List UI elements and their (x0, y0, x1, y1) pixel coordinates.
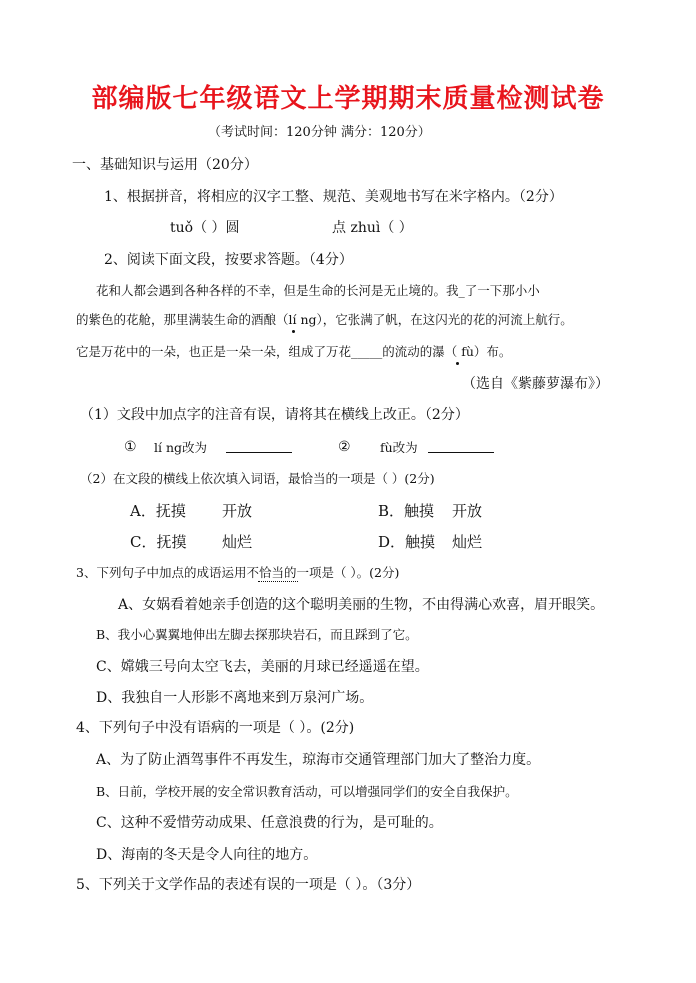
q3-option-b: B、我小心翼翼地伸出左脚去探那块岩石，而且踩到了它。 (96, 627, 418, 642)
q4-option-d: D、海南的冬天是令人向往的地方。 (96, 847, 318, 863)
option-b: B．触摸 (378, 502, 435, 520)
option-a-word: 开放 (222, 502, 253, 520)
answer-blank[interactable] (428, 438, 494, 453)
passage-source: （选自《紫藤萝瀑布》） (462, 376, 609, 392)
emphasis-dot (292, 330, 295, 333)
question-1-prompt: 1、根据拼音，将相应的汉字工整、规范、美观地书写在米字格内。（2分） (104, 189, 563, 205)
wavy-underline (258, 577, 298, 582)
question-5-prompt: 5、下列关于文学作品的表述有误的一项是（ ）。（3分） (76, 877, 421, 893)
sub1-b-marker: ② (338, 439, 351, 455)
sub1-a-text: lí ng改为 (154, 440, 208, 455)
sub-question-2-prompt: （2）在文段的横线上依次填入词语，最恰当的一项是（ ）(2分) (80, 471, 435, 486)
question-4-prompt: 4、下列句子中没有语病的一项是（ ）。(2分) (76, 720, 355, 736)
option-d: D．触摸 (378, 533, 436, 551)
section-heading: 一、基础知识与运用（20分） (72, 157, 258, 173)
option-c-word: 灿烂 (222, 533, 253, 551)
passage-line-3: 它是万花中的一朵，也正是一朵一朵，组成了万花_____的流动的瀑（ fù）布。 (76, 344, 512, 359)
sub-question-1-prompt: （1）文段中加点字的注音有误，请将其在横线上改正。（2分） (80, 407, 469, 423)
q3-option-a: A、女娲看着她亲手创造的这个聪明美丽的生物，不由得满心欢喜，眉开眼笑。 (118, 597, 605, 613)
sub1-b-text: fù改为 (380, 440, 418, 455)
q4-option-b: B、日前，学校开展的安全常识教育活动，可以增强同学们的安全自我保护。 (96, 784, 518, 799)
sub1-a-marker: ① (124, 439, 137, 455)
page-title: 部编版七年级语文上学期期末质量检测试卷 (91, 84, 605, 114)
question-3-prompt: 3、下列句子中加点的成语运用不恰当的一项是（ ）。(2分) (76, 565, 400, 580)
option-a: A．抚摸 (130, 502, 186, 520)
emphasis-dot (456, 362, 459, 365)
q3-option-c: C、嫦娥三号向太空飞去，美丽的月球已经遥遥在望。 (96, 659, 429, 675)
q1-item-a: tuǒ（ ）圆 (170, 220, 240, 236)
option-b-word: 开放 (452, 502, 483, 520)
passage-line-1: 花和人都会遇到各种各样的不幸，但是生命的长河是无止境的。我_了一下那小小 (96, 283, 540, 298)
option-c: C．抚摸 (130, 533, 187, 551)
q1-item-b: 点 zhuì（ ） (332, 220, 413, 236)
q3-option-d: D、我独自一人形影不离地来到万泉河广场。 (96, 690, 374, 706)
q4-option-c: C、这种不爱惜劳动成果、任意浪费的行为，是可耻的。 (96, 815, 443, 831)
option-d-word: 灿烂 (452, 533, 483, 551)
question-2-prompt: 2、阅读下面文段，按要求答题。（4分） (104, 252, 353, 268)
answer-blank[interactable] (226, 438, 292, 453)
passage-line-2: 的紫色的花舱，那里满装生命的酒酿（lí ng），它张满了帆，在这闪光的花的河流上航行。 (76, 312, 573, 327)
exam-info: （考试时间：120分钟 满分：120分） (208, 125, 431, 140)
q4-option-a: A、为了防止酒驾事件不再发生，琼海市交通管理部门加大了整治力度。 (96, 752, 541, 768)
